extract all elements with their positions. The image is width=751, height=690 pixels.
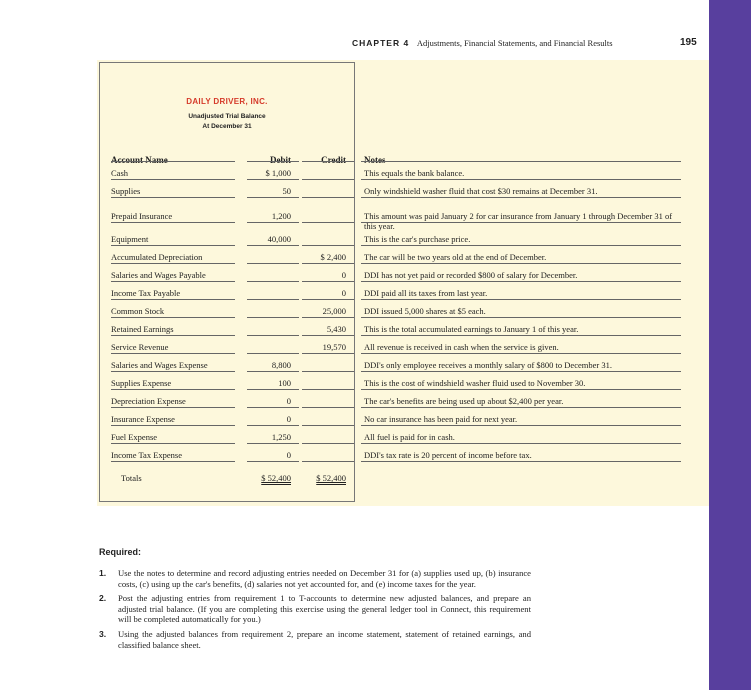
rule-line — [247, 263, 299, 264]
chapter-label: CHAPTER 4 — [352, 38, 410, 48]
rule-line — [302, 443, 354, 444]
rule-line — [361, 335, 681, 336]
account-name: Insurance Expense — [111, 414, 175, 424]
account-name: Common Stock — [111, 306, 165, 316]
requirement-item — [99, 629, 531, 650]
credit-column-header: Credit — [321, 155, 346, 165]
rule-line — [302, 161, 354, 162]
requirement-text: Using the adjusted balances from requirement 2, prepare an income statement, statement of retained earnings, and classified balance sheet. — [118, 628, 531, 650]
rule-line — [111, 335, 235, 336]
rule-line — [302, 407, 354, 408]
rule-line — [247, 161, 299, 162]
debit-value: $ 1,000 — [265, 168, 291, 178]
rule-line — [111, 161, 235, 162]
trial-balance-title: Unadjusted Trial Balance — [188, 113, 266, 120]
rule-line — [302, 179, 354, 180]
note-text: All revenue is received in cash when the service is given. — [364, 342, 559, 352]
rule-line — [361, 281, 681, 282]
debit-value: 8,800 — [271, 360, 291, 370]
rule-line — [111, 317, 235, 318]
rule-line — [361, 461, 681, 462]
rule-line — [247, 461, 299, 462]
totals-credit: $ 52,400 — [316, 473, 346, 483]
requirement-number: 2. — [99, 593, 107, 604]
totals-row — [111, 469, 681, 487]
rule-line — [361, 245, 681, 246]
rule-line — [361, 353, 681, 354]
rule-line — [247, 353, 299, 354]
rule-line — [247, 407, 299, 408]
account-name: Depreciation Expense — [111, 396, 186, 406]
rule-line — [247, 371, 299, 372]
account-name: Salaries and Wages Payable — [111, 270, 206, 280]
rule-line — [247, 281, 299, 282]
rule-line — [361, 179, 681, 180]
rule-line — [302, 389, 354, 390]
rule-line — [361, 299, 681, 300]
account-name: Retained Earnings — [111, 324, 174, 334]
note-text: DDI has not yet paid or recorded $800 of salary for December. — [364, 270, 578, 280]
rule-line — [302, 197, 354, 198]
account-name: Income Tax Payable — [111, 288, 181, 298]
debit-value: 1,200 — [271, 211, 291, 221]
requirement-number: 3. — [99, 628, 107, 639]
required-heading: Required: — [99, 547, 142, 557]
rule-line — [247, 317, 299, 318]
rule-line — [302, 299, 354, 300]
rule-line — [247, 299, 299, 300]
totals-label: Totals — [121, 473, 142, 483]
account-name: Income Tax Expense — [111, 450, 183, 460]
debit-value: 50 — [282, 186, 291, 196]
rule-line — [302, 425, 354, 426]
note-text: This is the cost of windshield washer fluid used to November 30. — [364, 378, 586, 388]
page-number: 195 — [680, 37, 697, 48]
note-text: DDI issued 5,000 shares at $5 each. — [364, 306, 486, 316]
rule-line — [111, 179, 235, 180]
note-text: This equals the bank balance. — [364, 168, 465, 178]
credit-value: 25,000 — [322, 306, 346, 316]
credit-value: 19,570 — [322, 342, 346, 352]
rule-line — [111, 281, 235, 282]
rule-line — [111, 425, 235, 426]
account-name: Service Revenue — [111, 342, 169, 352]
debit-value: 0 — [286, 396, 291, 406]
account-name: Cash — [111, 168, 128, 178]
credit-value: $ 2,400 — [320, 252, 346, 262]
rule-line — [247, 335, 299, 336]
rule-line — [361, 389, 681, 390]
page-header — [352, 38, 613, 48]
rule-line — [302, 335, 354, 336]
rule-line — [361, 443, 681, 444]
account-name: Equipment — [111, 234, 149, 244]
note-text: All fuel is paid for in cash. — [364, 432, 455, 442]
note-text: The car's benefits are being used up about $2,400 per year. — [364, 396, 564, 406]
note-text: DDI's tax rate is 20 percent of income before tax. — [364, 450, 532, 460]
account-name: Fuel Expense — [111, 432, 158, 442]
requirement-number: 1. — [99, 568, 107, 578]
note-text: DDI's only employee receives a monthly salary of $800 to December 31. — [364, 360, 612, 370]
notes-column-header: Notes — [364, 155, 386, 165]
totals-debit: $ 52,400 — [261, 473, 291, 483]
rule-line — [302, 317, 354, 318]
debit-column-header: Debit — [270, 155, 291, 165]
rule-line — [111, 353, 235, 354]
note-text: Only windshield washer fluid that cost $30 remains at December 31. — [364, 186, 598, 196]
rule-line — [361, 371, 681, 372]
note-text: This amount was paid January 2 for car insurance from January 1 through December 31 of this year. — [364, 211, 673, 231]
account-name: Supplies Expense — [111, 378, 172, 388]
account-column-header: Account Name — [111, 155, 168, 165]
rule-line — [111, 245, 235, 246]
debit-value: 40,000 — [267, 234, 291, 244]
requirement-text: Post the adjusting entries from requirement 1 to T-accounts to determine new adjusted balances, and prepare an adjusted trial balance. (If you are completing this exercise using the general ledger tool in Connect, this requirement will be completed automatically for you.) — [118, 593, 531, 625]
rule-line — [111, 222, 235, 223]
rule-line — [247, 197, 299, 198]
note-text: No car insurance has been paid for next year. — [364, 414, 518, 424]
rule-line — [302, 371, 354, 372]
requirement-item — [99, 593, 531, 625]
requirements-list — [99, 568, 531, 654]
rule-line — [111, 407, 235, 408]
debit-value: 100 — [278, 378, 291, 388]
rule-line — [361, 263, 681, 264]
requirement-item — [99, 568, 531, 589]
rule-line — [361, 161, 681, 162]
credit-value: 0 — [341, 288, 346, 298]
rule-line — [111, 197, 235, 198]
note-text: This is the car's purchase price. — [364, 234, 471, 244]
rule-line — [302, 222, 354, 223]
rule-line — [302, 281, 354, 282]
debit-value: 0 — [286, 414, 291, 424]
rule-line — [247, 443, 299, 444]
rule-line — [361, 407, 681, 408]
account-name: Salaries and Wages Expense — [111, 360, 208, 370]
note-text: DDI paid all its taxes from last year. — [364, 288, 488, 298]
account-name: Accumulated Depreciation — [111, 252, 203, 262]
requirement-text: Use the notes to determine and record adjusting entries needed on December 31 for (a) supplies used up, (b) insurance costs, (c) using up the car's benefits, (d) salaries not yet accounted for, and (e) income taxes for the year. — [118, 568, 531, 589]
rule-line — [302, 353, 354, 354]
company-name: DAILY DRIVER, INC. — [186, 97, 268, 106]
credit-value: 5,430 — [326, 324, 346, 334]
trial-balance-date: At December 31 — [202, 123, 252, 130]
credit-value: 0 — [341, 270, 346, 280]
rule-line — [302, 263, 354, 264]
rule-line — [247, 389, 299, 390]
account-name: Prepaid Insurance — [111, 211, 173, 221]
rule-line — [247, 245, 299, 246]
rule-line — [302, 461, 354, 462]
purple-sidebar — [709, 0, 751, 690]
rule-line — [247, 222, 299, 223]
rule-line — [111, 443, 235, 444]
rule-line — [247, 425, 299, 426]
rule-line — [361, 222, 681, 223]
rule-line — [111, 389, 235, 390]
rule-line — [111, 371, 235, 372]
note-text: The car will be two years old at the end of December. — [364, 252, 547, 262]
rule-line — [361, 197, 681, 198]
debit-value: 1,250 — [271, 432, 291, 442]
note-text: This is the total accumulated earnings to January 1 of this year. — [364, 324, 579, 334]
account-name: Supplies — [111, 186, 141, 196]
rule-line — [247, 179, 299, 180]
rule-line — [302, 245, 354, 246]
rule-line — [111, 299, 235, 300]
rule-line — [361, 317, 681, 318]
rule-line — [111, 263, 235, 264]
rule-line — [361, 425, 681, 426]
rule-line — [111, 461, 235, 462]
chapter-title: Adjustments, Financial Statements, and Financial Results — [416, 38, 613, 48]
debit-value: 0 — [286, 450, 291, 460]
